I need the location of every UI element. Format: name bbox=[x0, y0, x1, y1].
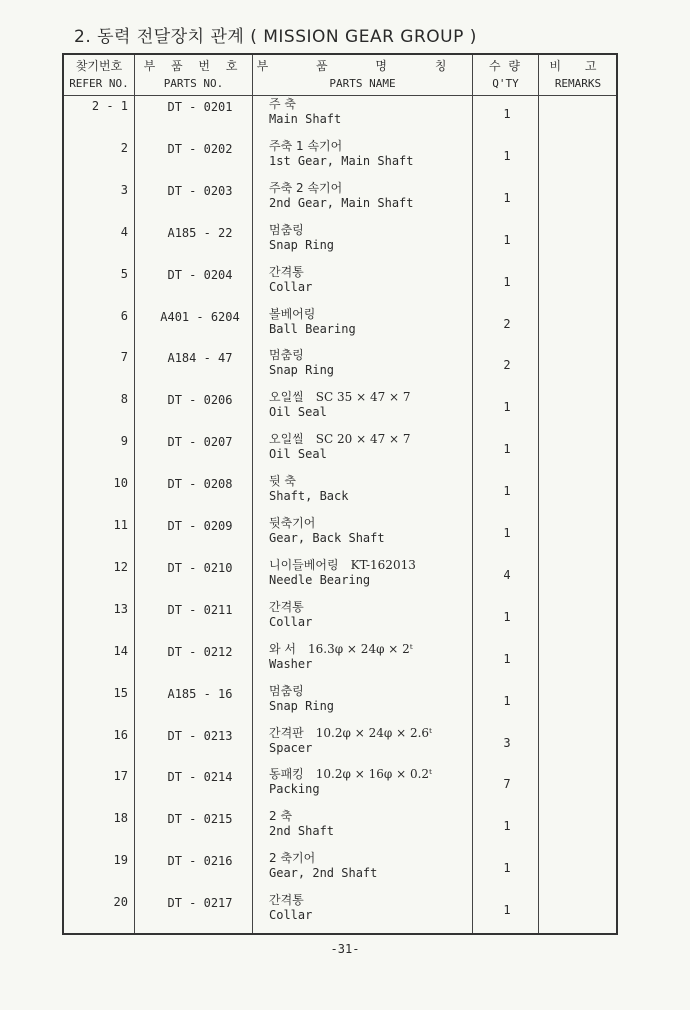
qty-cell: 1 bbox=[503, 693, 511, 708]
parts-name-ko: 와 서 bbox=[269, 641, 296, 656]
parts-name-ko-cell bbox=[269, 221, 304, 238]
parts-name-en-cell: Collar bbox=[269, 279, 313, 294]
parts-name-ko: 2 축 bbox=[269, 809, 293, 824]
parts-name-ko-cell bbox=[269, 346, 304, 363]
parts-spec: 10.2φ × 16φ × 0.2ᵗ bbox=[315, 767, 432, 782]
parts-no-cell: A184 - 47 bbox=[167, 351, 233, 366]
parts-name-ko-cell bbox=[269, 849, 315, 866]
qty-cell: 4 bbox=[503, 567, 511, 582]
parts-name-en-cell: Spacer bbox=[269, 740, 313, 755]
parts-spec: SC 35 × 47 × 7 bbox=[315, 390, 411, 405]
refer-no-cell: 15 bbox=[113, 685, 128, 700]
header-parts-name-ko: 부 품 명 칭 bbox=[256, 59, 469, 73]
parts-spec: 16.3φ × 24φ × 2ᵗ bbox=[308, 641, 413, 656]
parts-no-cell: DT - 0216 bbox=[167, 854, 233, 869]
parts-name-ko: 오일씰 bbox=[269, 432, 304, 447]
parts-no-cell: DT - 0213 bbox=[167, 728, 233, 743]
table-row bbox=[64, 724, 616, 766]
refer-no-cell: 19 bbox=[113, 853, 128, 868]
header-qty-ko: 수 량 bbox=[489, 59, 522, 73]
header-parts-no-en: PARTS NO. bbox=[163, 77, 224, 90]
table-row bbox=[64, 472, 616, 514]
parts-name-ko: 멈춤링 bbox=[269, 222, 304, 237]
header-parts-no-ko: 부 품 번 호 bbox=[143, 59, 244, 73]
refer-no-cell: 8 bbox=[120, 392, 128, 407]
parts-no-cell: DT - 0212 bbox=[167, 644, 233, 659]
qty-cell: 1 bbox=[503, 609, 511, 624]
refer-no-cell: 17 bbox=[113, 769, 128, 784]
parts-name-en-cell: 2nd Gear, Main Shaft bbox=[269, 195, 414, 210]
refer-no-cell: 6 bbox=[120, 308, 128, 323]
parts-name-en-cell: Shaft, Back bbox=[269, 489, 349, 504]
parts-no-cell: DT - 0201 bbox=[167, 100, 233, 114]
table-row bbox=[64, 514, 616, 556]
refer-no-cell: 16 bbox=[113, 727, 128, 742]
parts-name-ko: 볼베어링 bbox=[269, 306, 316, 321]
parts-name-en-cell: Washer bbox=[269, 656, 313, 671]
parts-name-en-cell: Collar bbox=[269, 908, 313, 923]
refer-no-cell: 4 bbox=[120, 224, 128, 239]
parts-name-ko-cell bbox=[269, 598, 304, 615]
parts-name-ko-cell bbox=[269, 724, 432, 741]
parts-no-cell: DT - 0209 bbox=[167, 519, 233, 533]
parts-no-cell: DT - 0203 bbox=[167, 183, 233, 198]
parts-name-ko: 뒷 축 bbox=[269, 474, 296, 489]
parts-name-ko: 주축 2 속기어 bbox=[269, 180, 343, 195]
table-row bbox=[64, 765, 616, 807]
parts-name-en-cell: Gear, Back Shaft bbox=[269, 531, 385, 545]
parts-no-cell: DT - 0217 bbox=[167, 896, 233, 911]
refer-no-cell: 2 - 1 bbox=[91, 99, 128, 113]
table-row bbox=[64, 849, 616, 891]
refer-no-cell: 14 bbox=[113, 643, 128, 658]
parts-name-ko: 멈춤링 bbox=[269, 348, 304, 363]
table-row bbox=[64, 263, 616, 305]
qty-cell: 1 bbox=[503, 442, 511, 457]
table-row bbox=[64, 388, 616, 430]
parts-name-ko: 2 축기어 bbox=[269, 851, 316, 866]
parts-name-ko-cell bbox=[269, 514, 315, 531]
parts-no-cell: DT - 0208 bbox=[167, 477, 233, 492]
table-row bbox=[64, 430, 616, 472]
parts-name-ko: 간격통 bbox=[269, 264, 304, 279]
parts-no-cell: DT - 0206 bbox=[167, 393, 233, 408]
qty-cell: 1 bbox=[503, 484, 511, 499]
parts-name-ko: 주 축 bbox=[269, 97, 296, 111]
parts-name-ko-cell bbox=[269, 682, 304, 699]
parts-no-cell: A185 - 16 bbox=[167, 686, 233, 701]
parts-spec: SC 20 × 47 × 7 bbox=[315, 432, 411, 447]
refer-no-cell: 12 bbox=[113, 559, 128, 574]
table-row bbox=[64, 891, 616, 933]
parts-name-en-cell: Snap Ring bbox=[269, 237, 335, 252]
refer-no-cell: 3 bbox=[120, 182, 128, 197]
table-row bbox=[64, 640, 616, 682]
qty-cell: 1 bbox=[503, 232, 511, 247]
header-qty-en: Q'TY bbox=[492, 77, 519, 90]
parts-no-cell: DT - 0202 bbox=[167, 141, 233, 156]
page-title: 2. 동력 전달장치 관계 ( MISSION GEAR GROUP ) bbox=[74, 27, 477, 47]
table-row bbox=[64, 346, 616, 388]
parts-name-en-cell: 2nd Shaft bbox=[269, 824, 335, 839]
qty-cell: 1 bbox=[503, 107, 511, 121]
refer-no-cell: 5 bbox=[120, 266, 128, 281]
qty-cell: 1 bbox=[503, 526, 511, 540]
parts-name-ko: 오일씰 bbox=[269, 390, 304, 405]
parts-name-ko: 간격통 bbox=[269, 893, 304, 908]
parts-name-ko: 간격통 bbox=[269, 599, 304, 614]
parts-no-cell: A401 - 6204 bbox=[160, 309, 240, 324]
qty-cell: 1 bbox=[503, 651, 511, 666]
qty-cell: 1 bbox=[503, 148, 511, 163]
parts-name-ko-cell bbox=[269, 179, 342, 196]
parts-no-cell: DT - 0207 bbox=[167, 435, 233, 450]
parts-no-cell: DT - 0210 bbox=[167, 560, 233, 575]
parts-name-ko: 뒷축기어 bbox=[269, 516, 316, 530]
parts-name-ko-cell bbox=[269, 472, 296, 489]
parts-name-en-cell: Snap Ring bbox=[269, 363, 335, 378]
qty-cell: 1 bbox=[503, 819, 511, 834]
parts-no-cell: DT - 0215 bbox=[167, 812, 233, 827]
header-remarks-ko: 비 고 bbox=[549, 59, 607, 73]
refer-no-cell: 20 bbox=[113, 895, 128, 910]
parts-no-cell: A185 - 22 bbox=[167, 225, 233, 240]
header-parts-name-en: PARTS NAME bbox=[329, 77, 396, 90]
table-row bbox=[64, 682, 616, 724]
parts-name-ko-cell bbox=[269, 807, 292, 824]
table-row bbox=[64, 137, 616, 179]
parts-name-ko-cell bbox=[269, 263, 304, 280]
parts-name-en-cell: 1st Gear, Main Shaft bbox=[269, 153, 414, 168]
parts-name-en-cell: Main Shaft bbox=[269, 112, 342, 126]
parts-no-cell: DT - 0204 bbox=[167, 267, 233, 282]
parts-name-ko: 동패킹 bbox=[269, 767, 304, 782]
parts-name-en-cell: Snap Ring bbox=[269, 698, 335, 713]
table-row bbox=[64, 807, 616, 849]
parts-name-ko-cell bbox=[269, 95, 296, 112]
parts-name-ko: 주축 1 속기어 bbox=[269, 138, 343, 153]
parts-name-ko: 멈춤링 bbox=[269, 683, 304, 698]
qty-cell: 3 bbox=[503, 735, 511, 750]
refer-no-cell: 11 bbox=[113, 518, 128, 532]
refer-no-cell: 18 bbox=[113, 811, 128, 826]
parts-name-en-cell: Packing bbox=[269, 782, 320, 797]
table-row bbox=[64, 221, 616, 263]
header-parts-name bbox=[253, 55, 472, 95]
parts-name-ko-cell bbox=[269, 388, 411, 405]
parts-name-ko-cell bbox=[269, 765, 432, 782]
parts-name-ko-cell bbox=[269, 640, 413, 657]
parts-table bbox=[62, 53, 618, 935]
header-qty bbox=[473, 55, 538, 95]
qty-cell: 1 bbox=[503, 274, 511, 289]
parts-name-en-cell: Collar bbox=[269, 614, 313, 629]
page-number: -31- bbox=[330, 942, 360, 956]
parts-name-ko: 니이들베어링 bbox=[269, 557, 339, 572]
qty-cell: 2 bbox=[503, 316, 511, 331]
header-refer-ko: 찾기번호 bbox=[75, 59, 123, 73]
parts-name-ko-cell bbox=[269, 430, 411, 447]
refer-no-cell: 9 bbox=[120, 434, 128, 449]
refer-no-cell: 7 bbox=[120, 350, 128, 365]
parts-spec: 10.2φ × 24φ × 2.6ᵗ bbox=[315, 725, 432, 740]
table-row bbox=[64, 598, 616, 640]
qty-cell: 7 bbox=[503, 777, 511, 792]
parts-name-en-cell: Ball Bearing bbox=[269, 321, 356, 336]
qty-cell: 2 bbox=[503, 358, 511, 373]
header-refer-en: REFER NO. bbox=[69, 77, 129, 90]
header-remarks-en: REMARKS bbox=[554, 77, 602, 90]
parts-name-ko-cell bbox=[269, 137, 342, 154]
parts-spec: KT-162013 bbox=[350, 557, 416, 572]
qty-cell: 1 bbox=[503, 903, 511, 918]
parts-name-ko-cell bbox=[269, 556, 416, 573]
header-parts-no bbox=[135, 55, 252, 95]
refer-no-cell: 2 bbox=[120, 140, 128, 155]
parts-name-ko: 간격판 bbox=[269, 725, 304, 740]
qty-cell: 1 bbox=[503, 861, 511, 876]
table-row bbox=[64, 179, 616, 221]
refer-no-cell: 10 bbox=[113, 476, 128, 491]
parts-name-en-cell: Gear, 2nd Shaft bbox=[269, 866, 378, 881]
header-remarks bbox=[539, 55, 617, 95]
parts-name-ko-cell bbox=[269, 305, 315, 322]
parts-name-ko-cell bbox=[269, 891, 304, 908]
table-row bbox=[64, 305, 616, 347]
parts-name-en-cell: Needle Bearing bbox=[269, 572, 371, 587]
refer-no-cell: 13 bbox=[113, 601, 128, 616]
qty-cell: 1 bbox=[503, 400, 511, 415]
parts-name-en-cell: Oil Seal bbox=[269, 405, 327, 420]
parts-no-cell: DT - 0214 bbox=[167, 770, 233, 785]
parts-name-en-cell: Oil Seal bbox=[269, 447, 327, 462]
qty-cell: 1 bbox=[503, 190, 511, 205]
table-row bbox=[64, 95, 616, 137]
header-refer-no bbox=[64, 55, 134, 95]
parts-no-cell: DT - 0211 bbox=[167, 602, 233, 617]
table-row bbox=[64, 556, 616, 598]
